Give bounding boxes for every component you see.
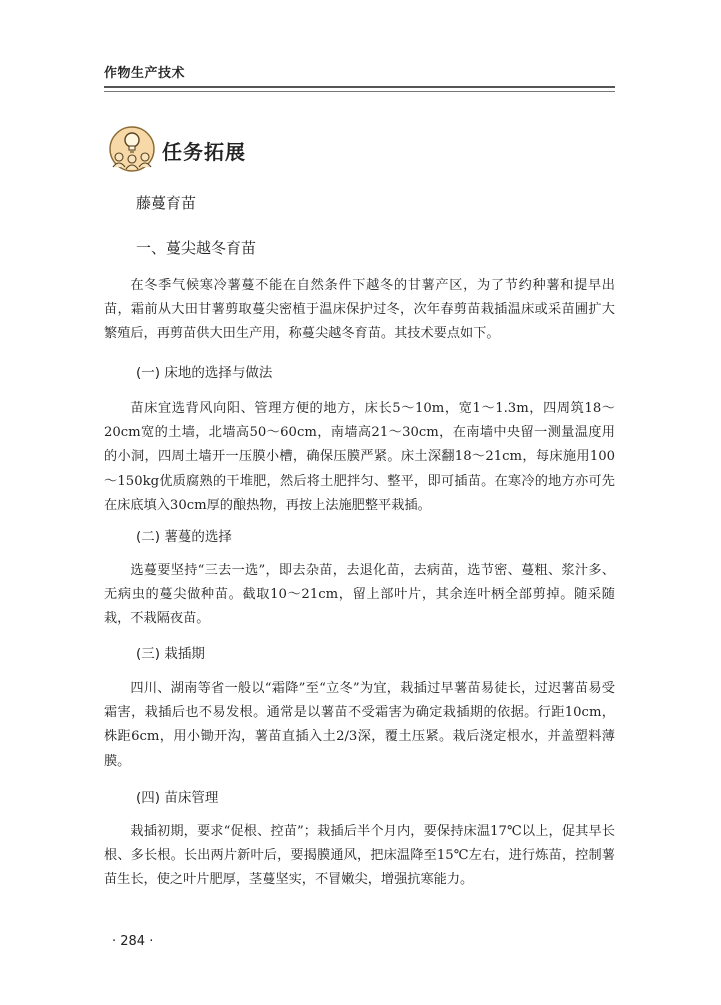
section-title: 任务拓展 — [162, 140, 246, 164]
paragraph-bed-management: 栽插初期，要求“促根、控苗”；栽插后半个月内，要保持床温17℃以上，促其早长根、多长根。长出两片新叶后，要揭膜通风，把床温降至15℃左右，进行炼苗，控制薯苗生长，使之叶片肥厚，茎蔓坚实，不冒嫩尖，增强抗寒能力。 — [104, 824, 615, 888]
subsection-heading-bed-management: (四) 苗床管理 — [136, 790, 219, 806]
lightbulb-people-icon — [108, 123, 156, 175]
subsection-heading-vine-selection: (二) 薯蔓的选择 — [136, 529, 232, 545]
page-number: · 284 · — [112, 934, 154, 949]
paragraph-planting-time: 四川、湖南等省一般以“霜降”至“立冬”为宜，栽插过早薯苗易徒长，过迟薯苗易受霜害，栽插后也不易发根。通常是以薯苗不受霜害为确定栽插期的依据。行距10cm，株距6cm，用小锄开沟，薯苗直插入土2/3深，覆土压紧。栽后浇定根水，并盖塑料薄膜。 — [104, 681, 615, 769]
header-rule-thin — [104, 91, 615, 92]
paragraph-bed: 苗床宜选背风向阳、管理方便的地方，床长5～10m，宽1～1.3m，四周筑18～20cm宽的土墙，北墙高50～60cm，南墙高21～30cm，在南墙中央留一测量温度用的小洞，四周土墙开一压膜小槽，确保压膜严紧。床土深翻18～21cm，每床施用100～150kg优质腐熟的干堆肥，然后将土肥拌匀、整平，即可插苗。在寒冷的地方亦可先在床底填入30cm厚的酿热物，再按上法施肥整平栽插。 — [104, 401, 615, 513]
paragraph-vine-selection: 选蔓要坚持“三去一选”，即去杂苗，去退化苗，去病苗，选节密、蔓粗、浆汁多、无病虫的蔓尖做种苗。截取10～21cm，留上部叶片，其余连叶柄全部剪掉。随采随栽，不栽隔夜苗。 — [104, 563, 615, 627]
subsection-heading-bed: (一) 床地的选择与做法 — [136, 365, 273, 381]
topic-title: 藤蔓育苗 — [136, 194, 197, 212]
intro-paragraph: 在冬季气候寒冷薯蔓不能在自然条件下越冬的甘薯产区，为了节约种薯和提早出苗，霜前从大田甘薯剪取蔓尖密植于温床保护过冬，次年春剪苗栽插温床或采苗圃扩大繁殖后，再剪苗供大田生产用，称蔓尖越冬育苗。其技术要点如下。 — [104, 278, 615, 342]
running-header-title: 作物生产技术 — [104, 66, 186, 81]
header-rule-thick — [104, 86, 615, 88]
part-heading: 一、蔓尖越冬育苗 — [136, 239, 257, 257]
subsection-heading-planting-time: (三) 栽插期 — [136, 646, 205, 662]
